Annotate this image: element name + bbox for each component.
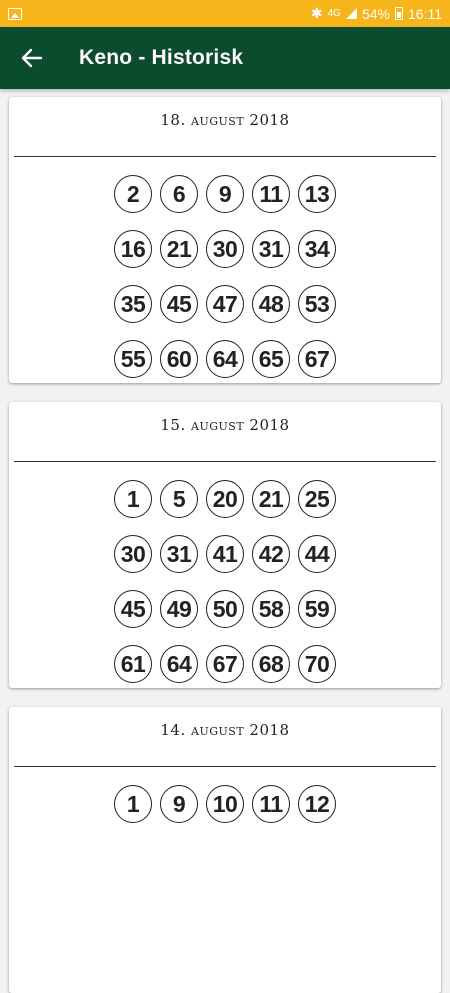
number-ball: 11 <box>252 175 290 213</box>
number-ball: 48 <box>252 285 290 323</box>
clock: 16:11 <box>408 5 442 22</box>
app-bar <box>0 27 450 89</box>
number-ball: 34 <box>298 230 336 268</box>
number-ball: 1 <box>114 480 152 518</box>
number-ball: 45 <box>114 590 152 628</box>
number-ball: 61 <box>114 645 152 683</box>
number-ball: 49 <box>160 590 198 628</box>
number-ball: 9 <box>206 175 244 213</box>
signal-icon <box>346 8 357 19</box>
number-grid <box>9 157 441 378</box>
number-ball: 41 <box>206 535 244 573</box>
status-right <box>311 5 442 22</box>
number-ball: 44 <box>298 535 336 573</box>
number-ball: 68 <box>252 645 290 683</box>
number-ball: 16 <box>114 230 152 268</box>
number-ball: 31 <box>252 230 290 268</box>
number-ball: 10 <box>206 785 244 823</box>
draw-card <box>9 402 441 688</box>
draw-list[interactable] <box>0 89 450 817</box>
status-bar <box>0 0 450 27</box>
bluetooth-icon: ✱ <box>310 5 323 21</box>
number-grid <box>9 462 441 683</box>
arrow-left-icon <box>21 47 43 69</box>
number-ball: 21 <box>252 480 290 518</box>
number-ball: 6 <box>160 175 198 213</box>
number-ball: 53 <box>298 285 336 323</box>
page-title: Keno - Historisk <box>79 46 244 69</box>
number-ball: 1 <box>114 785 152 823</box>
number-ball: 67 <box>298 340 336 378</box>
number-ball: 20 <box>206 480 244 518</box>
number-ball: 12 <box>298 785 336 823</box>
number-ball: 67 <box>206 645 244 683</box>
battery-percent: 54% <box>361 5 390 22</box>
number-ball: 45 <box>160 285 198 323</box>
gallery-icon <box>8 8 22 20</box>
number-ball: 42 <box>252 535 290 573</box>
number-ball: 21 <box>160 230 198 268</box>
number-ball: 31 <box>160 535 198 573</box>
back-button[interactable] <box>2 27 62 89</box>
draw-card <box>9 707 441 993</box>
number-ball: 59 <box>298 590 336 628</box>
number-ball: 47 <box>206 285 244 323</box>
number-ball: 58 <box>252 590 290 628</box>
draw-date: 15. august 2018 <box>160 416 290 434</box>
number-grid <box>9 767 441 823</box>
number-ball: 60 <box>160 340 198 378</box>
status-left <box>8 8 22 20</box>
draw-date: 14. august 2018 <box>160 721 290 739</box>
number-ball: 11 <box>252 785 290 823</box>
draw-card <box>9 97 441 383</box>
number-ball: 70 <box>298 645 336 683</box>
number-ball: 2 <box>114 175 152 213</box>
number-ball: 30 <box>114 535 152 573</box>
number-ball: 25 <box>298 480 336 518</box>
network-type: 4G <box>327 8 341 19</box>
number-ball: 9 <box>160 785 198 823</box>
number-ball: 64 <box>206 340 244 378</box>
draw-date: 18. august 2018 <box>160 111 290 129</box>
number-ball: 35 <box>114 285 152 323</box>
number-ball: 64 <box>160 645 198 683</box>
number-ball: 50 <box>206 590 244 628</box>
number-ball: 13 <box>298 175 336 213</box>
number-ball: 65 <box>252 340 290 378</box>
number-ball: 30 <box>206 230 244 268</box>
battery-icon <box>395 7 403 20</box>
number-ball: 5 <box>160 480 198 518</box>
number-ball: 55 <box>114 340 152 378</box>
